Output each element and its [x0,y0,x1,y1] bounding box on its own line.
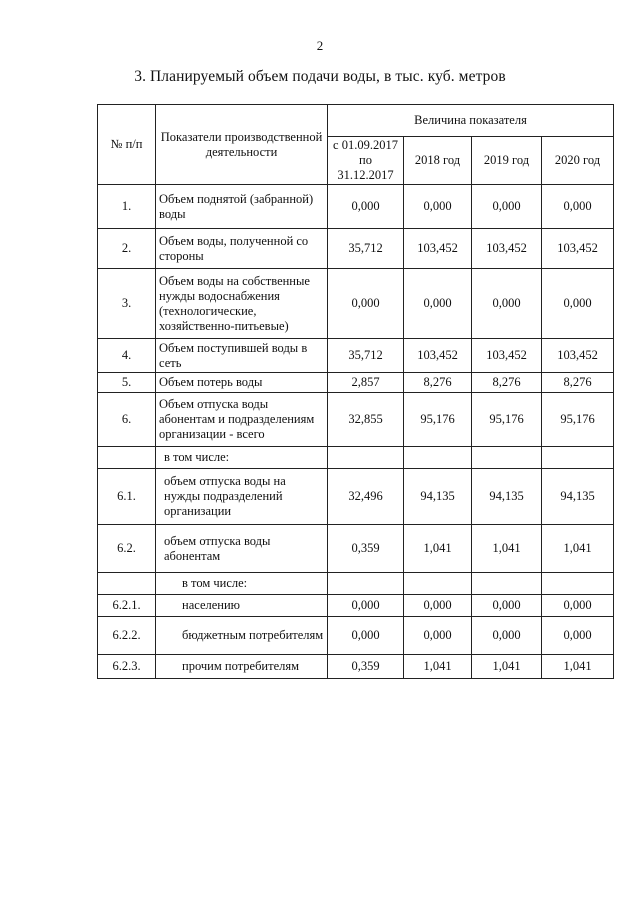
cell-2020: 103,452 [542,229,614,269]
table-row [98,393,614,447]
table-row [98,373,614,393]
cell-2018 [404,573,472,595]
row-num: 6.2. [98,525,156,573]
row-num: 5. [98,373,156,393]
cell-2018: 103,452 [404,339,472,373]
row-num: 6.2.1. [98,595,156,617]
cell-2018: 0,000 [404,595,472,617]
cell-period: 0,359 [328,655,404,679]
cell-2019: 0,000 [472,185,542,229]
row-label: населению [156,595,328,617]
cell-2020: 0,000 [542,185,614,229]
cell-2018: 0,000 [404,617,472,655]
row-label: в том числе: [156,573,328,595]
cell-2020: 8,276 [542,373,614,393]
cell-period: 0,000 [328,617,404,655]
cell-period: 32,496 [328,469,404,525]
cell-2020: 1,041 [542,525,614,573]
row-label: Объем отпуска воды абонентам и подразделениям организации - всего [156,393,328,447]
row-label: прочим потребителям [156,655,328,679]
cell-period: 0,000 [328,595,404,617]
cell-2018: 0,000 [404,185,472,229]
table-row [98,469,614,525]
table-row [98,617,614,655]
header-period: с 01.09.2017 по 31.12.2017 [328,137,404,185]
row-label: Объем поступившей воды в сеть [156,339,328,373]
table-row [98,655,614,679]
cell-2019: 95,176 [472,393,542,447]
cell-period: 2,857 [328,373,404,393]
table-row [98,525,614,573]
row-label: Объем воды на собственные нужды водоснабжения (технологические, хозяйственно-питьевые) [156,269,328,339]
cell-2018: 95,176 [404,393,472,447]
row-num: 6.1. [98,469,156,525]
section-title: 3. Планируемый объем подачи воды, в тыс. куб. метров [134,68,506,85]
header-2020: 2020 год [542,137,614,185]
row-label: объем отпуска воды абонентам [156,525,328,573]
row-label: Объем поднятой (забранной) воды [156,185,328,229]
cell-2020 [542,573,614,595]
row-label: Объем воды, полученной со стороны [156,229,328,269]
cell-2018 [404,447,472,469]
table-row [98,229,614,269]
cell-2020: 94,135 [542,469,614,525]
table-row [98,595,614,617]
row-num: 3. [98,269,156,339]
cell-2019: 103,452 [472,339,542,373]
cell-2019: 8,276 [472,373,542,393]
row-label: Объем потерь воды [156,373,328,393]
page-number: 2 [316,38,324,53]
row-num [98,573,156,595]
cell-2020: 0,000 [542,269,614,339]
header-value-group: Величина показателя [328,105,614,137]
table-row [98,339,614,373]
cell-2020: 0,000 [542,595,614,617]
cell-2018: 8,276 [404,373,472,393]
cell-period: 0,000 [328,185,404,229]
row-num: 1. [98,185,156,229]
table-row [98,573,614,595]
cell-2018: 0,000 [404,269,472,339]
row-label: в том числе: [156,447,328,469]
cell-period: 35,712 [328,339,404,373]
row-num: 6. [98,393,156,447]
cell-2020: 1,041 [542,655,614,679]
table-row [98,269,614,339]
cell-2018: 103,452 [404,229,472,269]
cell-2018: 1,041 [404,655,472,679]
cell-period: 0,359 [328,525,404,573]
cell-period [328,447,404,469]
row-num: 2. [98,229,156,269]
header-num: № п/п [98,105,156,185]
cell-2019 [472,573,542,595]
row-label: бюджетным потребителям [156,617,328,655]
cell-2019: 94,135 [472,469,542,525]
cell-2018: 1,041 [404,525,472,573]
cell-period [328,573,404,595]
cell-2018: 94,135 [404,469,472,525]
header-2018: 2018 год [404,137,472,185]
header-indicator: Показатели производственной деятельности [156,105,328,185]
cell-period: 0,000 [328,269,404,339]
cell-2019 [472,447,542,469]
header-row [98,105,614,137]
row-num: 4. [98,339,156,373]
cell-2020: 0,000 [542,617,614,655]
cell-2019: 0,000 [472,595,542,617]
row-label: объем отпуска воды на нужды подразделений организации [156,469,328,525]
cell-2020: 103,452 [542,339,614,373]
cell-2019: 1,041 [472,655,542,679]
table-row [98,447,614,469]
row-num [98,447,156,469]
cell-2020 [542,447,614,469]
row-num: 6.2.2. [98,617,156,655]
cell-2019: 1,041 [472,525,542,573]
cell-2019: 0,000 [472,617,542,655]
cell-period: 35,712 [328,229,404,269]
row-num: 6.2.3. [98,655,156,679]
cell-period: 32,855 [328,393,404,447]
table-row [98,185,614,229]
cell-2020: 95,176 [542,393,614,447]
water-supply-table [97,104,614,679]
header-2019: 2019 год [472,137,542,185]
cell-2019: 0,000 [472,269,542,339]
cell-2019: 103,452 [472,229,542,269]
